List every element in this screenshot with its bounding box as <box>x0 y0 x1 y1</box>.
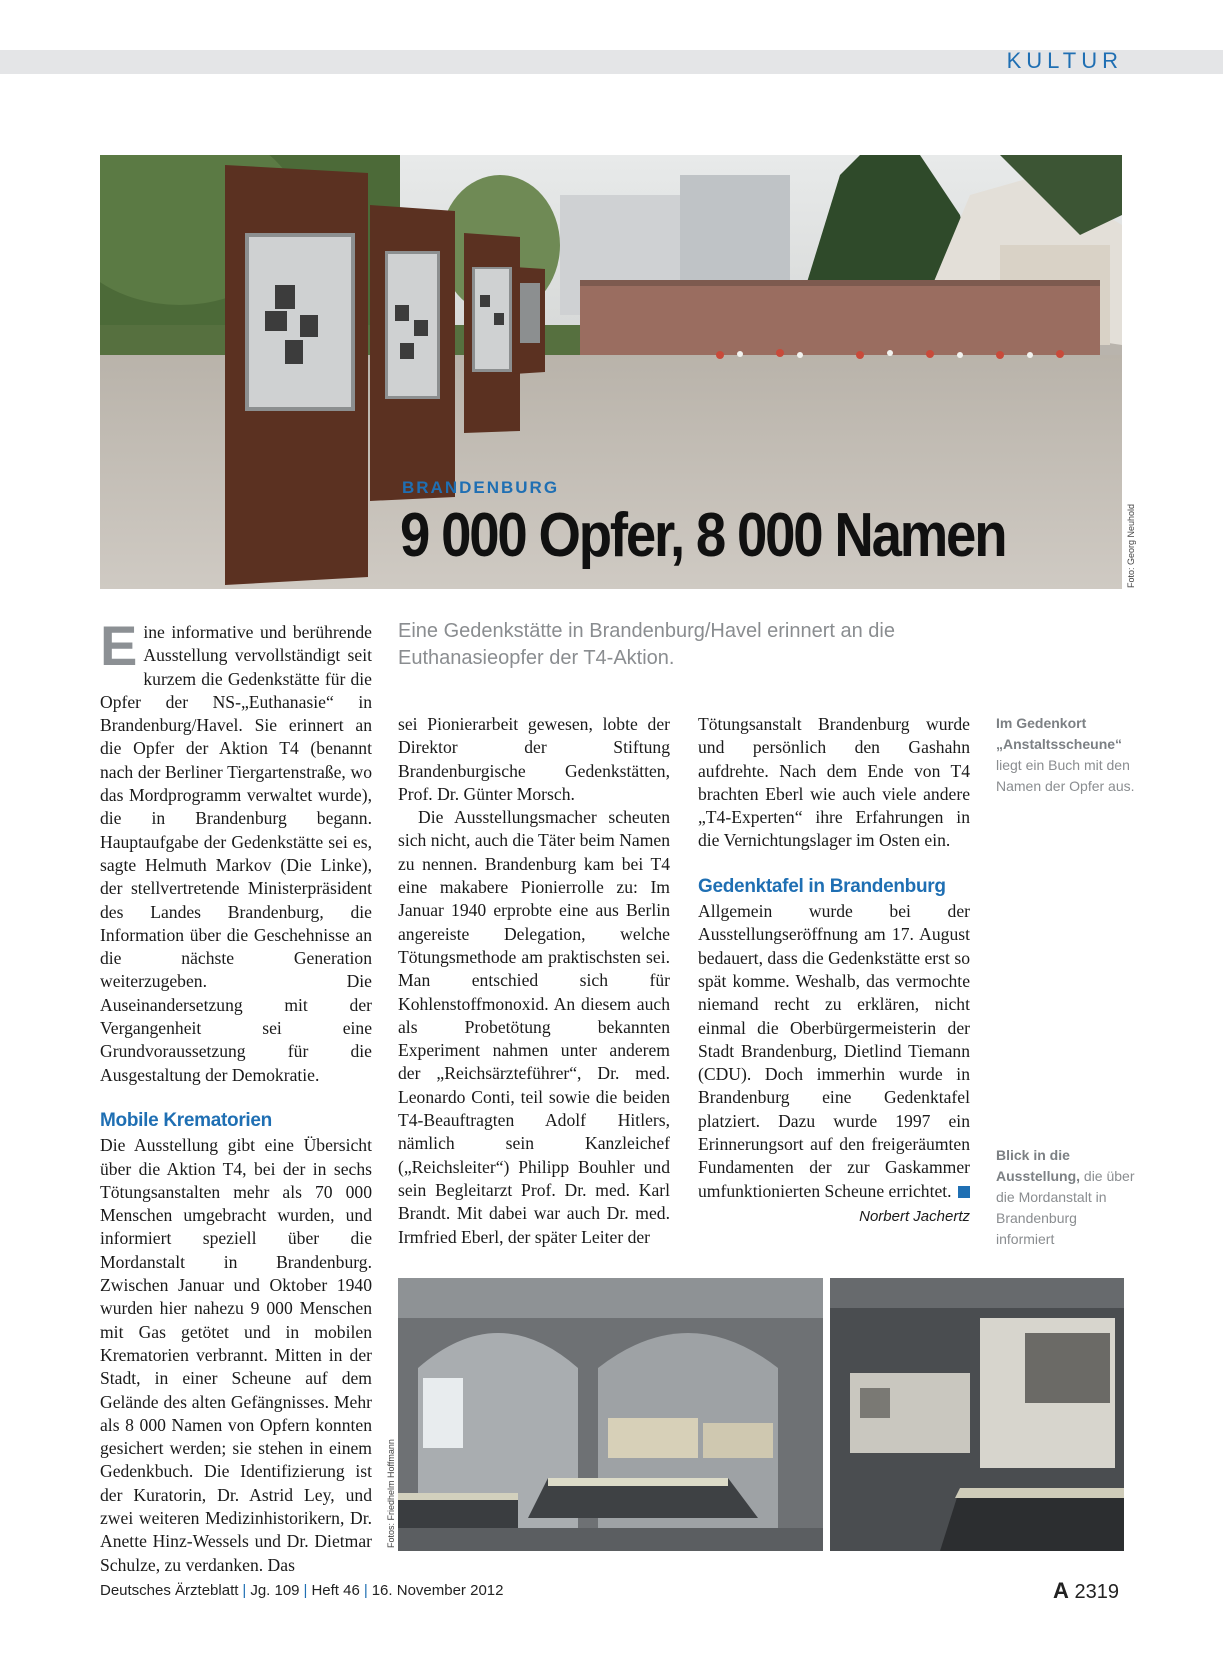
body-paragraph: sei Pionierarbeit gewesen, lobte der Direktor der Stiftung Brandenburgische Gedenkstätten, Prof. Dr. Günter Morsch. <box>398 714 670 804</box>
article-column-2 <box>398 713 670 1249</box>
intro-text: ine informative und berührende Ausstellung vervollständigt seit kurzem die Gedenkstätte für die Opfer der NS-„Euthanasie“ in Brandenburg/Havel. Sie erinnert an die Opfer der Aktion T4 (benannt nach der Berliner Tiergartenstraße, wo das Mordprogramm verwaltet wurde), die in Brandenburg begann. Hauptaufgabe der Gedenkstätte sei es, sagte Helmuth Markov (Die Linke), der stellvertretende Ministerpräsident des Landes Brandenburg, die Information über die Geschehnisse an die nächste Generation weiterzugeben. Die Auseinandersetzung mit der Vergangenheit sei eine Grundvoraussetzung für die Ausgestaltung der Demokratie. <box>100 622 372 1085</box>
caption-text: die über die Mordanstalt in Brandenburg informiert <box>996 1168 1135 1247</box>
exhibition-display-illustration <box>830 1278 1124 1551</box>
page-number <box>1053 1578 1119 1604</box>
caption-bold: Im Gedenkort „Anstaltsscheune“ <box>996 715 1123 752</box>
body-paragraph: Die Ausstellung gibt eine Übersicht über die Aktion T4, bei der in sechs Tötungsanstalten mehr als 70 000 Menschen umgebracht wurden, und informiert speziell über die Mordanstalt in Brandenburg. Zwischen Januar und Oktober 1940 wurden hier nahezu 9 000 Menschen mit Gas getötet und in mobilen Krematorien verbrannt. Mitten in der Stadt, in einer Scheune auf dem Gelände des alten Gefängnisses. Mehr als 8 000 Namen von Opfern konnten gesichert werden; sie stehen in einem Gedenkbuch. Die Identifizierung ist der Kuratorin, Dr. Astrid Ley, und zwei weiteren Medizinhistorikern, Dr. Anette Hinz-Wessels und Dr. Dietmar Schulze, zu verdanken. Das <box>100 1135 372 1575</box>
article-kicker: BRANDENBURG <box>402 478 560 497</box>
page-footer: Deutsches Ärzteblatt | Jg. 109 | Heft 46 | 16. November 2012 <box>100 1582 504 1599</box>
end-mark <box>958 1186 970 1198</box>
section-label: KULTUR <box>1006 48 1123 73</box>
exhibition-hall-illustration <box>398 1278 823 1551</box>
hero-photo-credit: Foto: Georg Neuhold <box>1126 503 1136 588</box>
subhead-gedenktafel: Gedenktafel in Brandenburg <box>698 875 946 897</box>
page-number-value: 2319 <box>1074 1581 1119 1603</box>
page-prefix: A <box>1053 1578 1069 1603</box>
journal-date: 16. November 2012 <box>371 1582 504 1599</box>
exhibition-photo-hall <box>398 1278 823 1551</box>
body-paragraph: Die Ausstellungsmacher scheuten sich nicht, auch die Täter beim Namen zu nennen. Brandenburg kam bei T4 eine makabere Pionierrolle zu: Im Januar 1940 erprobte eine aus Berlin angereiste Delegation, welche Tötungsmethode am praktischsten sei. Man entschied sich für Kohlenstoffmonoxid. An diesem auch als Probetötung bekannten Experiment nahmen unter anderem der „Reichsärzteführer“, Dr. med. Leonardo Conti, teil sowie die beiden T4-Beauftragten Adolf Hitlers, nämlich sein Kanzleichef („Reichsleiter“) Philipp Bouhler und sein Begleitarzt Prof. Dr. med. Karl Brandt. Mit dabei war auch Dr. med. Irmfried Eberl, der später Leiter der <box>398 807 670 1247</box>
article-standfirst: Eine Gedenkstätte in Brandenburg/Havel erinnert an die Euthanasieopfer der T4-Aktion. <box>398 620 895 669</box>
article-column-3 <box>698 713 970 1228</box>
caption-anstaltsscheune <box>996 713 1136 797</box>
body-paragraph: Allgemein wurde bei der Ausstellungseröffnung am 17. August bedauert, dass die Gedenkstätte erst so spät komme. Weshalb, das vermochte niemand recht zu erklären, nicht einmal die Oberbürgermeisterin der Stadt Brandenburg, Dietlind Tiemann (CDU). Doch immerhin wurde in Brandenburg eine Gedenktafel platziert. Dazu wurde 1997 ein Erinnerungsort auf den freigeräumten Fundamenten der zur Gaskammer umfunktionierten Scheune errichtet. <box>698 901 970 1201</box>
caption-ausstellung <box>996 1145 1136 1250</box>
journal-name: Deutsches Ärzteblatt <box>100 1582 239 1599</box>
article-headline: 9 000 Opfer, 8 000 Namen <box>400 501 1006 570</box>
dropcap: E <box>100 614 138 677</box>
intro-paragraph <box>100 614 372 1087</box>
caption-bold: Blick in die Ausstellung, <box>996 1147 1081 1184</box>
journal-issue: Heft 46 <box>311 1582 360 1599</box>
author-byline: Norbert Jachertz <box>859 1207 970 1225</box>
body-paragraph: Tötungsanstalt Brandenburg wurde und persönlich den Gashahn aufdrehte. Nach dem Ende von T4 brachten Eberl wie auch viele andere „T4-Experten“ ihre Erfahrungen in die Vernichtungslager im Osten ein. <box>698 714 970 851</box>
bottom-photos-credit: Fotos: Friedhelm Hoffmann <box>386 1439 396 1548</box>
journal-volume: Jg. 109 <box>250 1582 300 1599</box>
caption-text: liegt ein Buch mit den Namen der Opfer aus. <box>996 757 1135 794</box>
exhibition-photo-display <box>830 1278 1124 1551</box>
subhead-mobile-krematorien: Mobile Krematorien <box>100 1109 272 1131</box>
article-column-1 <box>100 614 372 1577</box>
